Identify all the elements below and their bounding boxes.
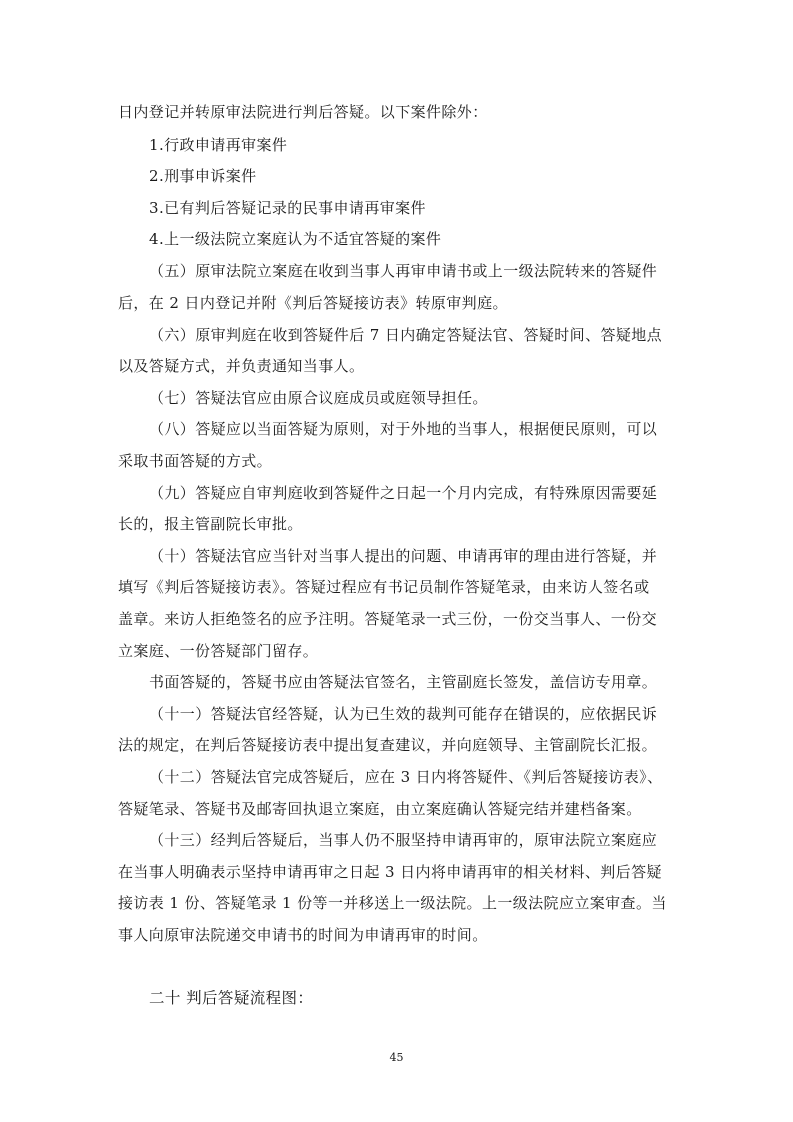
exception-item-2: 2.刑事申诉案件 <box>149 167 257 185</box>
paragraph-line: 日内登记并转原审法院进行判后答疑。以下案件除外： <box>118 103 488 121</box>
paragraph-10-line-4: 立案庭、一份答疑部门留存。 <box>118 642 319 660</box>
paragraph-13-line-3: 接访表 1 份、答疑笔录 1 份等一并移送上一级法院。上一级法院应立案审查。当 <box>118 894 667 912</box>
paragraph-8-line-1: （八）答疑应以当面答疑为原则，对于外地的当事人，根据便民原则，可以 <box>149 420 658 438</box>
paragraph-6-line-1: （六）原审判庭在收到答疑件后 7 日内确定答疑法官、答疑时间、答疑地点 <box>149 326 663 344</box>
page-number: 45 <box>389 1051 404 1064</box>
exception-item-4: 4.上一级法院立案庭认为不适宜答疑的案件 <box>149 230 442 248</box>
paragraph-10-line-1: （十）答疑法官应当针对当事人提出的问题、申请再审的理由进行答疑，并 <box>149 547 658 565</box>
paragraph-6-line-2: 以及答疑方式，并负责通知当事人。 <box>118 357 365 375</box>
exception-item-3: 3.已有判后答疑记录的民事申请再审案件 <box>149 199 426 217</box>
paragraph-11-line-2: 法的规定，在判后答疑接访表中提出复查建议，并向庭领导、主管副院长汇报。 <box>118 736 658 754</box>
paragraph-11-line-1: （十一）答疑法官经答疑，认为已生效的裁判可能存在错误的，应依据民诉 <box>149 705 658 723</box>
paragraph-7: （七）答疑法官应由原合议庭成员或庭领导担任。 <box>149 389 488 407</box>
paragraph-8-line-2: 采取书面答疑的方式。 <box>118 452 273 470</box>
paragraph-10-line-3: 盖章。来访人拒绝签名的应予注明。答疑笔录一式三份，一份交当事人、一份交 <box>118 610 658 628</box>
paragraph-9-line-1: （九）答疑应自审判庭收到答疑件之日起一个月内完成，有特殊原因需要延 <box>149 484 658 502</box>
paragraph-written-reply: 书面答疑的，答疑书应由答疑法官签名，主管副庭长签发，盖信访专用章。 <box>149 673 658 691</box>
paragraph-10-line-2: 填写《判后答疑接访表》。答疑过程应有书记员制作答疑笔录，由来访人签名或 <box>118 578 650 596</box>
exception-item-1: 1.行政申请再审案件 <box>149 136 288 154</box>
paragraph-9-line-2: 长的，报主管副院长审批。 <box>118 515 303 533</box>
paragraph-5-line-2: 后，在 2 日内登记并附《判后答疑接访表》转原审判庭。 <box>118 294 508 312</box>
paragraph-13-line-4: 事人向原审法院递交申请书的时间为申请再审的时间。 <box>118 926 488 944</box>
paragraph-13-line-2: 在当事人明确表示坚持申请再审之日起 3 日内将申请再审的相关材料、判后答疑 <box>118 863 662 881</box>
paragraph-12-line-2: 答疑笔录、答疑书及邮寄回执退立案庭，由立案庭确认答疑完结并建档备案。 <box>118 800 642 818</box>
paragraph-5-line-1: （五）原审法院立案庭在收到当事人再审申请书或上一级法院转来的答疑件 <box>149 262 658 280</box>
section-heading: 二十 判后答疑流程图： <box>149 989 314 1007</box>
paragraph-12-line-1: （十二）答疑法官完成答疑后，应在 3 日内将答疑件、《判后答疑接访表》、 <box>149 768 663 786</box>
paragraph-13-line-1: （十三）经判后答疑后，当事人仍不服坚持申请再审的，原审法院立案庭应 <box>149 831 658 849</box>
